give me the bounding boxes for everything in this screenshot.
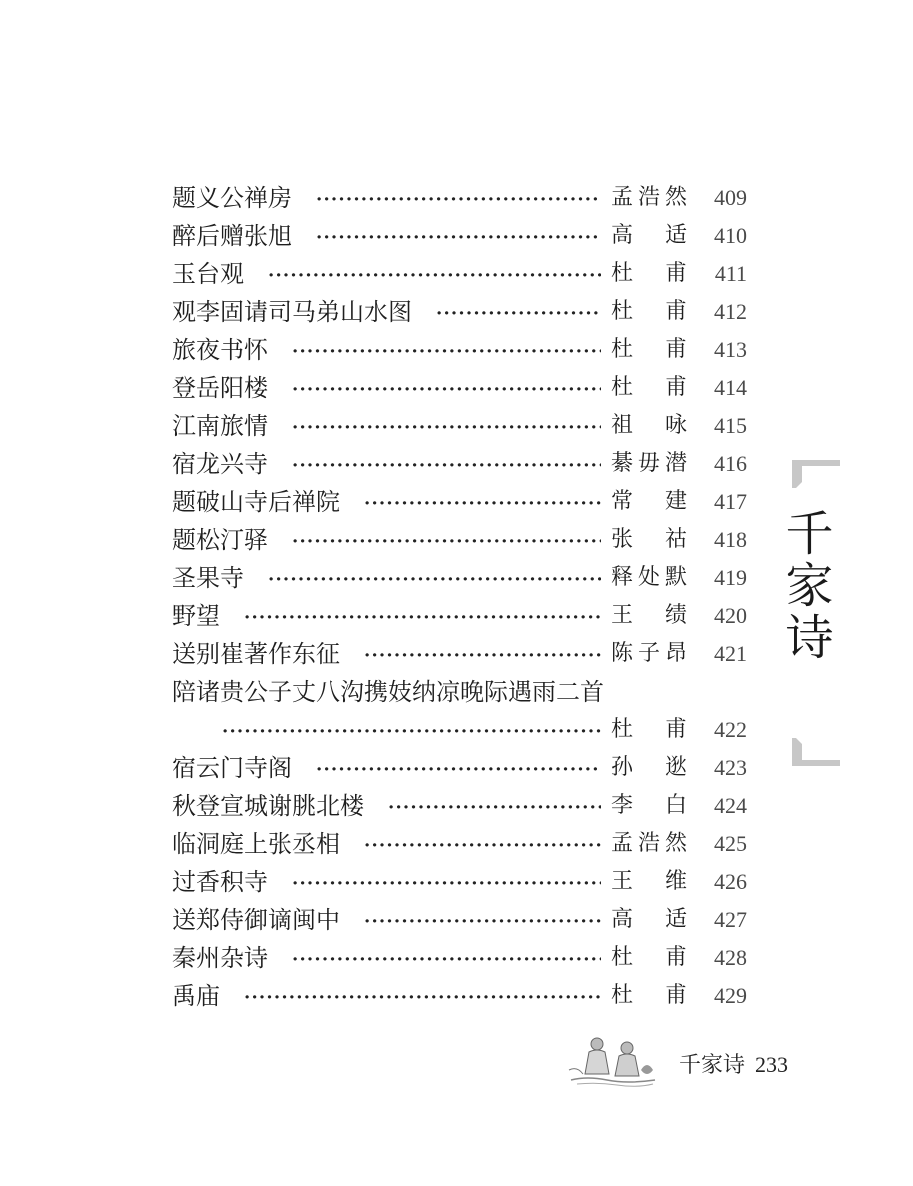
toc-page: 417 (714, 489, 747, 514)
leader-dots (364, 901, 601, 939)
leader-dots (222, 711, 601, 749)
toc-entry (172, 407, 747, 445)
toc-title: 题破山寺后禅院 (172, 488, 340, 516)
toc-author: 杜甫 (611, 717, 687, 742)
toc-title: 旅夜书怀 (172, 336, 268, 364)
toc-page: 410 (714, 223, 747, 248)
toc-title: 玉台观 (172, 260, 244, 288)
toc-page: 412 (714, 299, 747, 324)
toc-page: 419 (714, 565, 747, 590)
toc-page: 418 (714, 527, 747, 552)
toc-author: 杜甫 (611, 983, 687, 1008)
toc-page: 423 (714, 755, 747, 780)
toc-title: 题松汀驿 (172, 526, 268, 554)
toc-title: 临洞庭上张丞相 (172, 830, 340, 858)
toc-entry (172, 293, 747, 331)
toc-title: 题义公禅房 (172, 184, 292, 212)
toc-title: 秦州杂诗 (172, 944, 268, 972)
toc-author: 杜甫 (611, 337, 687, 362)
toc-author: 李白 (611, 793, 687, 818)
leader-dots (316, 179, 601, 217)
toc-author: 杜甫 (611, 945, 687, 970)
toc-entry (172, 635, 747, 673)
toc-entry (172, 179, 747, 217)
toc-entry (172, 369, 747, 407)
toc-entry (172, 559, 747, 597)
toc-entry (172, 255, 747, 293)
footer-running-title (679, 1048, 788, 1079)
leader-dots (364, 483, 601, 521)
footer-book-title: 千家诗 (679, 1053, 746, 1078)
toc-entry (172, 977, 747, 1015)
toc-page: 425 (714, 831, 747, 856)
leader-dots (244, 977, 601, 1015)
toc-author: 孙逖 (611, 755, 687, 780)
toc-page: 422 (714, 717, 747, 742)
leader-dots (316, 217, 601, 255)
side-tab (777, 460, 840, 766)
toc-title: 禹庙 (172, 982, 220, 1010)
toc-page: 426 (714, 869, 747, 894)
toc-entry (172, 521, 747, 559)
toc-entry (172, 217, 747, 255)
side-tab-title: 千家诗 (777, 508, 833, 664)
toc-author: 祖咏 (611, 413, 687, 438)
toc-author: 孟浩然 (611, 831, 687, 856)
toc-entry (172, 901, 747, 939)
toc-title: 江南旅情 (172, 412, 268, 440)
toc-author: 陈子昂 (611, 641, 687, 666)
toc-title: 登岳阳楼 (172, 374, 268, 402)
leader-dots (292, 407, 601, 445)
toc-page: 424 (714, 793, 747, 818)
leader-dots (388, 787, 601, 825)
toc-entry (172, 825, 747, 863)
toc-author: 杜甫 (611, 299, 687, 324)
toc-page: 409 (714, 185, 747, 210)
toc-entry (172, 483, 747, 521)
table-of-contents (172, 179, 747, 1015)
toc-entry (172, 445, 747, 483)
toc-entry (172, 331, 747, 369)
toc-entry (172, 673, 747, 711)
toc-title: 观李固请司马弟山水图 (172, 298, 412, 326)
leader-dots (244, 597, 601, 635)
leader-dots (292, 939, 601, 977)
toc-author: 杜甫 (611, 261, 687, 286)
toc-entry (172, 787, 747, 825)
toc-author: 释处默 (611, 565, 687, 590)
toc-author: 孟浩然 (611, 185, 687, 210)
toc-page: 414 (714, 375, 747, 400)
leader-dots (292, 331, 601, 369)
leader-dots (364, 635, 601, 673)
toc-title: 醉后赠张旭 (172, 222, 292, 250)
footer (567, 1030, 807, 1090)
toc-title: 宿龙兴寺 (172, 450, 268, 478)
bracket-bottom-icon (792, 738, 840, 766)
toc-entry (172, 863, 747, 901)
toc-entry (172, 597, 747, 635)
leader-dots (268, 255, 601, 293)
leader-dots (292, 863, 601, 901)
toc-page: 416 (714, 451, 747, 476)
toc-page: 421 (714, 641, 747, 666)
toc-entry (172, 939, 747, 977)
page-number: 233 (755, 1052, 789, 1077)
toc-author: 高适 (611, 223, 687, 248)
toc-author: 高适 (611, 907, 687, 932)
toc-page: 428 (714, 945, 747, 970)
leader-dots (268, 559, 601, 597)
toc-title: 送别崔著作东征 (172, 640, 340, 668)
leader-dots (316, 749, 601, 787)
toc-page: 420 (714, 603, 747, 628)
leader-dots (292, 369, 601, 407)
leader-dots (292, 521, 601, 559)
toc-author: 王绩 (611, 603, 687, 628)
leader-dots (436, 293, 601, 331)
toc-author: 杜甫 (611, 375, 687, 400)
toc-title: 宿云门寺阁 (172, 754, 292, 782)
toc-title: 陪诸贵公子丈八沟携妓纳凉晚际遇雨二首 (172, 678, 604, 706)
toc-title: 秋登宣城谢朓北楼 (172, 792, 364, 820)
toc-page: 413 (714, 337, 747, 362)
toc-author: 王维 (611, 869, 687, 894)
toc-title: 送郑侍御谪闽中 (172, 906, 340, 934)
bracket-top-icon (792, 460, 840, 488)
toc-entry-continued (172, 711, 747, 749)
leader-dots (364, 825, 601, 863)
leader-dots (292, 445, 601, 483)
toc-author: 张祜 (611, 527, 687, 552)
toc-title: 过香积寺 (172, 868, 268, 896)
toc-page: 411 (714, 261, 747, 286)
toc-title: 圣果寺 (172, 564, 244, 592)
toc-author: 綦毋潜 (611, 451, 687, 476)
toc-entry (172, 749, 747, 787)
toc-page: 427 (714, 907, 747, 932)
toc-page: 429 (714, 983, 747, 1008)
toc-page: 415 (714, 413, 747, 438)
toc-title: 野望 (172, 602, 220, 630)
toc-author: 常建 (611, 489, 687, 514)
scholars-illustration-icon (567, 1030, 659, 1088)
